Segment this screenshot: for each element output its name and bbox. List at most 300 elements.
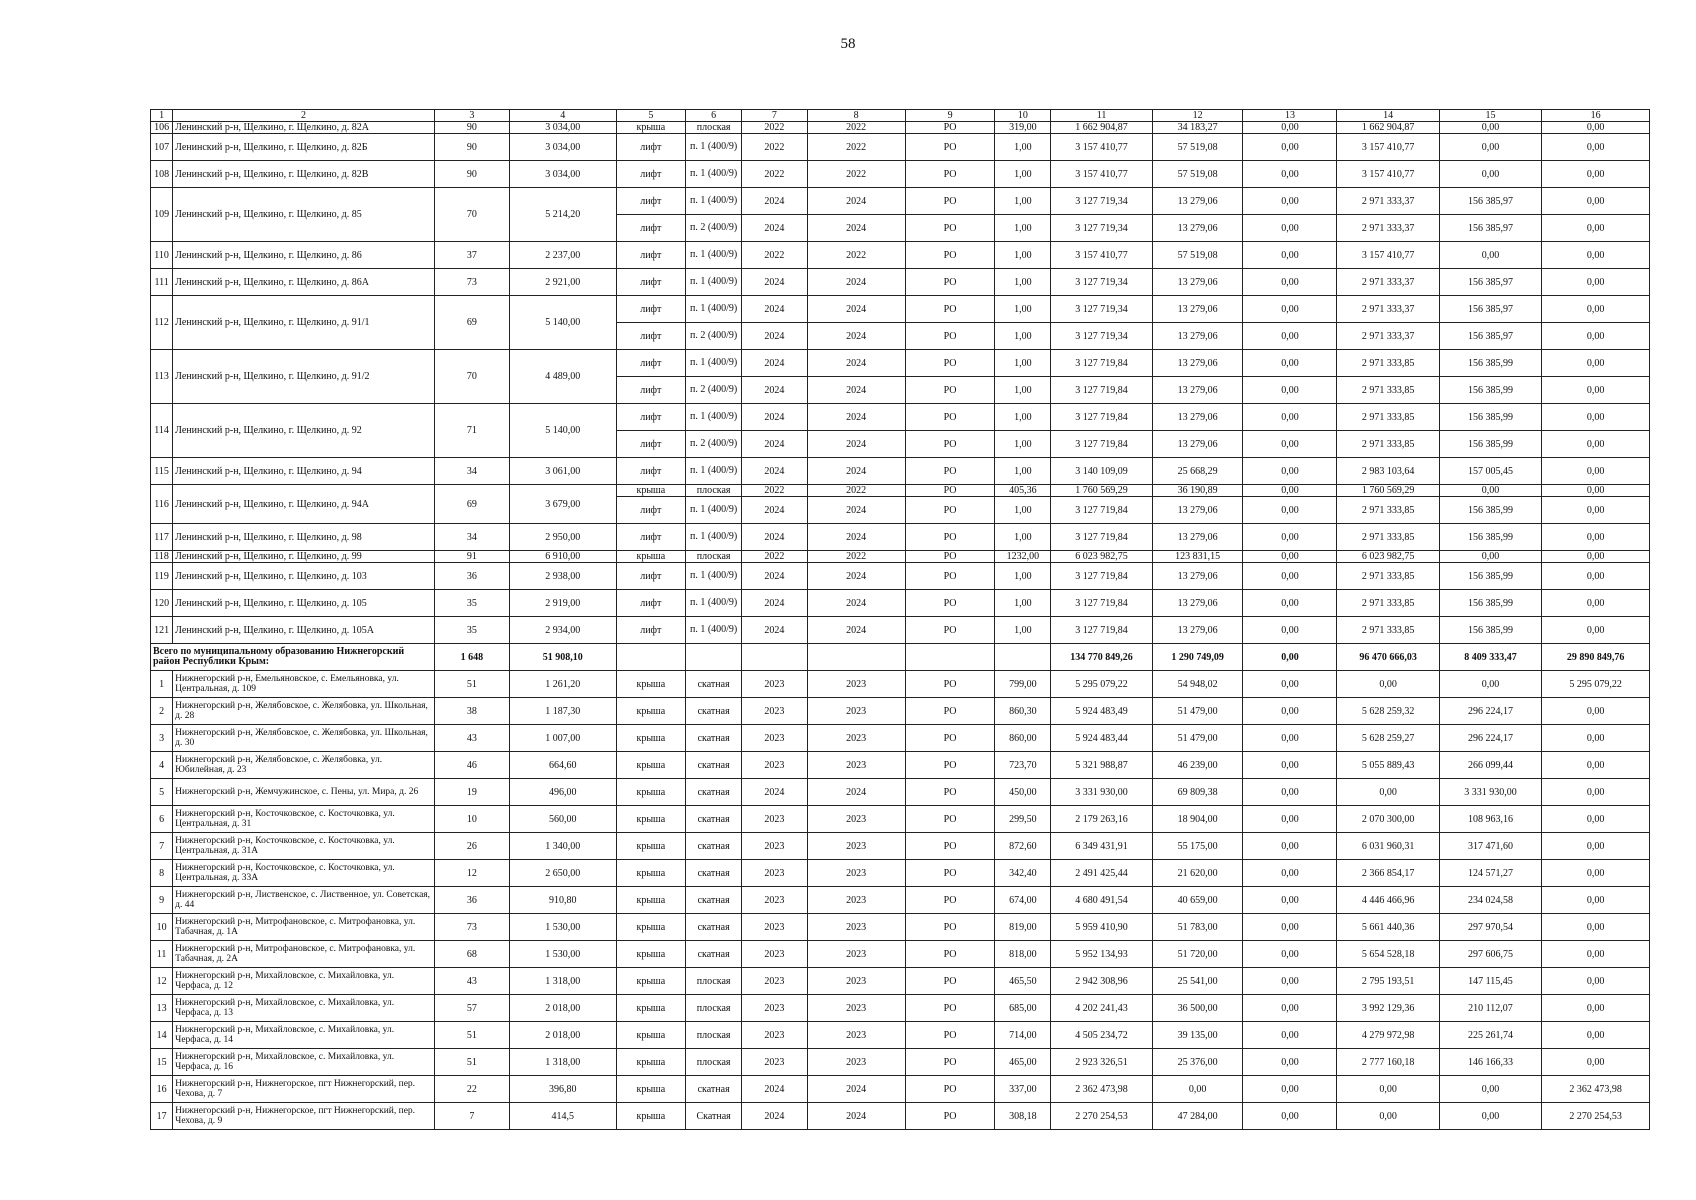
cell-c11: 6 023 982,75 [1051,551,1152,563]
cell-c3: 70 [434,350,509,404]
cell-c3: 68 [434,941,509,968]
cell-c7: 2023 [742,995,807,1022]
cell-c16: 0,00 [1542,161,1650,188]
cell-c4: 3 034,00 [509,122,616,134]
cell-c7: 2023 [742,968,807,995]
cell-c10: 299,50 [995,806,1051,833]
cell-c8: 2023 [807,1049,905,1076]
cell-c15: 156 385,99 [1439,617,1541,644]
cell-c13: 0,00 [1243,833,1337,860]
cell-c12: 55 175,00 [1152,833,1243,860]
table-row [151,698,1650,725]
cell-c16: 0,00 [1542,377,1650,404]
cell-c5: крыша [616,860,686,887]
cell-c8: 2023 [807,914,905,941]
cell-c5: крыша [616,752,686,779]
cell-c12: 25 541,00 [1152,968,1243,995]
cell-c7: 2024 [742,188,807,215]
address-cell: Нижнегорский р-н, Емельяновское, с. Емельяновка, ул. Центральная, д. 109 [173,671,435,698]
cell-c14: 6 023 982,75 [1337,551,1439,563]
row-number-cell: 1 [151,671,173,698]
table-row [151,350,1650,377]
cell-c4: 2 921,00 [509,269,616,296]
cell-c11: 1 662 904,87 [1051,122,1152,134]
cell-c5: лифт [616,590,686,617]
cell-c5: крыша [616,1049,686,1076]
cell-c16: 0,00 [1542,995,1650,1022]
cell-c8: 2023 [807,1022,905,1049]
cell-c12: 0,00 [1152,1076,1243,1103]
column-number-cell: 15 [1439,110,1541,122]
cell-c5: крыша [616,551,686,563]
cell-c14: 2 971 333,85 [1337,563,1439,590]
cell-c6: п. 1 (400/9) [686,590,742,617]
cell-c10: 1232,00 [995,551,1051,563]
column-number-cell: 6 [686,110,742,122]
cell-c11: 2 179 263,16 [1051,806,1152,833]
cell-c16: 0,00 [1542,350,1650,377]
cell-c7: 2024 [742,323,807,350]
cell-c6: плоская [686,551,742,563]
cell-c14: 2 971 333,37 [1337,269,1439,296]
cell-c13: 0,00 [1243,497,1337,524]
cell-c8: 2024 [807,323,905,350]
row-number-cell: 13 [151,995,173,1022]
cell-c9: РО [905,215,995,242]
cell-c6: п. 1 (400/9) [686,296,742,323]
cell-c6: скатная [686,914,742,941]
row-number-cell: 10 [151,914,173,941]
cell-c12: 13 279,06 [1152,590,1243,617]
cell-c12: 25 376,00 [1152,1049,1243,1076]
cell-c7: 2023 [742,1049,807,1076]
cell-c10: 1,00 [995,296,1051,323]
cell-c7: 2023 [742,806,807,833]
cell-c15: 156 385,97 [1439,188,1541,215]
cell-c7: 2024 [742,269,807,296]
address-cell: Ленинский р-н, Щелкино, г. Щелкино, д. 91/2 [173,350,435,404]
cell-c8: 2024 [807,296,905,323]
cell-c5: лифт [616,404,686,431]
cell-c15: 156 385,99 [1439,431,1541,458]
cell-c13: 0,00 [1243,1103,1337,1130]
cell-c15: 3 331 930,00 [1439,779,1541,806]
address-cell: Нижнегорский р-н, Косточковское, с. Косточковка, ул. Центральная, д. 31А [173,833,435,860]
cell-c6: п. 1 (400/9) [686,563,742,590]
total-empty-c8 [807,644,905,671]
cell-c5: лифт [616,617,686,644]
cell-c15: 108 963,16 [1439,806,1541,833]
cell-c15: 156 385,99 [1439,563,1541,590]
cell-c9: РО [905,404,995,431]
cell-c8: 2024 [807,779,905,806]
cell-c15: 0,00 [1439,161,1541,188]
cell-c4: 1 530,00 [509,941,616,968]
column-number-cell: 13 [1243,110,1337,122]
cell-c12: 123 831,15 [1152,551,1243,563]
table-row [151,296,1650,323]
cell-c12: 57 519,08 [1152,134,1243,161]
total-row [151,644,1650,671]
cell-c6: Скатная [686,1103,742,1130]
cell-c12: 21 620,00 [1152,860,1243,887]
cell-c14: 3 157 410,77 [1337,242,1439,269]
cell-c12: 51 720,00 [1152,941,1243,968]
cell-c16: 0,00 [1542,887,1650,914]
address-cell: Нижнегорский р-н, Косточковское, с. Косточковка, ул. Центральная, д. 33А [173,860,435,887]
cell-c5: крыша [616,1076,686,1103]
table-row [151,725,1650,752]
cell-c5: крыша [616,779,686,806]
cell-c4: 2 938,00 [509,563,616,590]
cell-c16: 0,00 [1542,551,1650,563]
cell-c4: 5 214,20 [509,188,616,242]
cell-c11: 5 321 988,87 [1051,752,1152,779]
cell-c5: крыша [616,914,686,941]
cell-c8: 2022 [807,161,905,188]
cell-c10: 860,00 [995,725,1051,752]
cell-c3: 34 [434,524,509,551]
cell-c9: РО [905,296,995,323]
cell-c10: 818,00 [995,941,1051,968]
cell-c6: плоская [686,1022,742,1049]
cell-c8: 2023 [807,833,905,860]
cell-c9: РО [905,524,995,551]
address-cell: Ленинский р-н, Щелкино, г. Щелкино, д. 82А [173,122,435,134]
cell-c16: 0,00 [1542,914,1650,941]
cell-c3: 35 [434,590,509,617]
table-row [151,1022,1650,1049]
cell-c9: РО [905,752,995,779]
cell-c16: 5 295 079,22 [1542,671,1650,698]
table-row [151,404,1650,431]
cell-c3: 69 [434,296,509,350]
cell-c7: 2023 [742,671,807,698]
cell-c11: 3 127 719,34 [1051,323,1152,350]
cell-c10: 465,50 [995,968,1051,995]
cell-c8: 2023 [807,995,905,1022]
cell-c10: 1,00 [995,524,1051,551]
cell-c15: 156 385,99 [1439,497,1541,524]
cell-c12: 13 279,06 [1152,323,1243,350]
row-number-cell: 4 [151,752,173,779]
cell-c11: 2 942 308,96 [1051,968,1152,995]
cell-c4: 1 318,00 [509,1049,616,1076]
cell-c4: 6 910,00 [509,551,616,563]
cell-c15: 156 385,97 [1439,215,1541,242]
column-number-cell: 10 [995,110,1051,122]
cell-c11: 3 127 719,84 [1051,497,1152,524]
cell-c7: 2022 [742,551,807,563]
table-row [151,134,1650,161]
cell-c15: 317 471,60 [1439,833,1541,860]
cell-c16: 0,00 [1542,752,1650,779]
cell-c9: РО [905,914,995,941]
cell-c15: 0,00 [1439,134,1541,161]
cell-c11: 2 923 326,51 [1051,1049,1152,1076]
cell-c7: 2023 [742,698,807,725]
cell-c9: РО [905,122,995,134]
total-c14: 96 470 666,03 [1337,644,1439,671]
cell-c4: 3 679,00 [509,485,616,524]
row-number-cell: 120 [151,590,173,617]
cell-c8: 2023 [807,698,905,725]
cell-c3: 12 [434,860,509,887]
cell-c8: 2022 [807,134,905,161]
cell-c7: 2023 [742,941,807,968]
cell-c15: 234 024,58 [1439,887,1541,914]
cell-c9: РО [905,995,995,1022]
cell-c6: скатная [686,833,742,860]
cell-c11: 3 157 410,77 [1051,161,1152,188]
table-row [151,1103,1650,1130]
cell-c10: 872,60 [995,833,1051,860]
cell-c9: РО [905,1049,995,1076]
table-row [151,269,1650,296]
total-empty-c5 [616,644,686,671]
column-number-cell: 5 [616,110,686,122]
cell-c8: 2024 [807,617,905,644]
cell-c6: скатная [686,941,742,968]
cell-c9: РО [905,242,995,269]
cell-c15: 210 112,07 [1439,995,1541,1022]
cell-c4: 1 318,00 [509,968,616,995]
cell-c5: крыша [616,968,686,995]
total-c12: 1 290 749,09 [1152,644,1243,671]
cell-c9: РО [905,269,995,296]
cell-c13: 0,00 [1243,524,1337,551]
cell-c12: 13 279,06 [1152,563,1243,590]
cell-c5: лифт [616,563,686,590]
cell-c8: 2024 [807,188,905,215]
table-row [151,806,1650,833]
cell-c6: п. 1 (400/9) [686,269,742,296]
cell-c5: крыша [616,995,686,1022]
row-number-cell: 2 [151,698,173,725]
cell-c10: 465,00 [995,1049,1051,1076]
total-c13: 0,00 [1243,644,1337,671]
total-label-cell: Всего по муниципальному образованию Нижнегорский район Республики Крым: [151,644,435,671]
cell-c11: 5 952 134,93 [1051,941,1152,968]
cell-c12: 13 279,06 [1152,617,1243,644]
cell-c11: 2 362 473,98 [1051,1076,1152,1103]
cell-c3: 7 [434,1103,509,1130]
cell-c14: 2 366 854,17 [1337,860,1439,887]
cell-c8: 2024 [807,431,905,458]
cell-c3: 91 [434,551,509,563]
cell-c8: 2024 [807,269,905,296]
cell-c14: 5 628 259,27 [1337,725,1439,752]
cell-c7: 2022 [742,134,807,161]
cell-c3: 36 [434,563,509,590]
address-cell: Нижнегорский р-н, Желябовское, с. Желябовка, ул. Школьная, д. 30 [173,725,435,752]
address-cell: Нижнегорский р-н, Митрофановское, с. Митрофановка, ул. Табачная, д. 1А [173,914,435,941]
table-row [151,779,1650,806]
cell-c10: 723,70 [995,752,1051,779]
cell-c4: 560,00 [509,806,616,833]
cell-c8: 2024 [807,458,905,485]
cell-c5: крыша [616,671,686,698]
cell-c12: 18 904,00 [1152,806,1243,833]
cell-c3: 90 [434,161,509,188]
cell-c13: 0,00 [1243,1022,1337,1049]
cell-c8: 2024 [807,1103,905,1130]
table-row [151,242,1650,269]
cell-c10: 308,18 [995,1103,1051,1130]
total-c15: 8 409 333,47 [1439,644,1541,671]
cell-c9: РО [905,431,995,458]
cell-c9: РО [905,1022,995,1049]
cell-c13: 0,00 [1243,377,1337,404]
cell-c3: 34 [434,458,509,485]
cell-c16: 0,00 [1542,269,1650,296]
cell-c6: п. 1 (400/9) [686,161,742,188]
cell-c12: 40 659,00 [1152,887,1243,914]
cell-c15: 147 115,45 [1439,968,1541,995]
cell-c8: 2024 [807,404,905,431]
cell-c4: 3 034,00 [509,161,616,188]
cell-c11: 2 491 425,44 [1051,860,1152,887]
cell-c16: 2 270 254,53 [1542,1103,1650,1130]
cell-c10: 819,00 [995,914,1051,941]
row-number-cell: 3 [151,725,173,752]
cell-c9: РО [905,458,995,485]
cell-c12: 51 479,00 [1152,698,1243,725]
cell-c11: 3 127 719,84 [1051,350,1152,377]
address-cell: Ленинский р-н, Щелкино, г. Щелкино, д. 99 [173,551,435,563]
cell-c16: 0,00 [1542,215,1650,242]
cell-c8: 2024 [807,215,905,242]
cell-c9: РО [905,485,995,497]
cell-c16: 0,00 [1542,968,1650,995]
cell-c4: 3 061,00 [509,458,616,485]
cell-c15: 156 385,97 [1439,269,1541,296]
cell-c7: 2024 [742,563,807,590]
row-number-cell: 5 [151,779,173,806]
cell-c16: 0,00 [1542,833,1650,860]
cell-c3: 51 [434,1049,509,1076]
cell-c16: 2 362 473,98 [1542,1076,1650,1103]
address-cell: Ленинский р-н, Щелкино, г. Щелкино, д. 105А [173,617,435,644]
cell-c16: 0,00 [1542,698,1650,725]
cell-c13: 0,00 [1243,806,1337,833]
cell-c12: 13 279,06 [1152,188,1243,215]
cell-c13: 0,00 [1243,188,1337,215]
cell-c11: 3 127 719,84 [1051,431,1152,458]
cell-c16: 0,00 [1542,242,1650,269]
cell-c9: РО [905,497,995,524]
row-number-cell: 17 [151,1103,173,1130]
cell-c7: 2024 [742,1103,807,1130]
cell-c16: 0,00 [1542,590,1650,617]
table-row [151,914,1650,941]
address-cell: Ленинский р-н, Щелкино, г. Щелкино, д. 91/1 [173,296,435,350]
cell-c6: п. 2 (400/9) [686,377,742,404]
cell-c4: 5 140,00 [509,404,616,458]
cell-c14: 2 971 333,85 [1337,350,1439,377]
cell-c10: 860,30 [995,698,1051,725]
cell-c16: 0,00 [1542,296,1650,323]
cell-c10: 337,00 [995,1076,1051,1103]
cell-c4: 1 340,00 [509,833,616,860]
cell-c5: крыша [616,806,686,833]
cell-c7: 2023 [742,887,807,914]
cell-c8: 2023 [807,968,905,995]
cell-c5: лифт [616,458,686,485]
cell-c13: 0,00 [1243,269,1337,296]
cell-c16: 0,00 [1542,806,1650,833]
cell-c11: 4 680 491,54 [1051,887,1152,914]
row-number-cell: 117 [151,524,173,551]
cell-c14: 2 971 333,85 [1337,431,1439,458]
cell-c5: крыша [616,833,686,860]
table-row [151,860,1650,887]
cell-c11: 3 127 719,84 [1051,563,1152,590]
row-number-cell: 6 [151,806,173,833]
cell-c6: п. 1 (400/9) [686,404,742,431]
cell-c13: 0,00 [1243,122,1337,134]
cell-c14: 5 628 259,32 [1337,698,1439,725]
cell-c5: крыша [616,485,686,497]
cell-c7: 2024 [742,404,807,431]
row-number-cell: 11 [151,941,173,968]
cell-c5: лифт [616,323,686,350]
cell-c10: 319,00 [995,122,1051,134]
cell-c3: 73 [434,914,509,941]
table-row [151,122,1650,134]
cell-c5: лифт [616,242,686,269]
column-number-cell: 7 [742,110,807,122]
cell-c13: 0,00 [1243,617,1337,644]
cell-c5: лифт [616,377,686,404]
total-empty-c10 [995,644,1051,671]
cell-c3: 43 [434,968,509,995]
row-number-cell: 116 [151,485,173,524]
cell-c15: 156 385,99 [1439,404,1541,431]
row-number-cell: 118 [151,551,173,563]
cell-c10: 1,00 [995,377,1051,404]
cell-c10: 342,40 [995,860,1051,887]
cell-c10: 1,00 [995,215,1051,242]
cell-c6: п. 2 (400/9) [686,323,742,350]
cell-c3: 22 [434,1076,509,1103]
cell-c8: 2023 [807,806,905,833]
address-cell: Нижнегорский р-н, Желябовское, с. Желябовка, ул. Юбилейная, д. 23 [173,752,435,779]
cell-c6: скатная [686,725,742,752]
address-cell: Ленинский р-н, Щелкино, г. Щелкино, д. 86А [173,269,435,296]
cell-c6: скатная [686,779,742,806]
column-number-cell: 8 [807,110,905,122]
cell-c9: РО [905,563,995,590]
cell-c6: скатная [686,671,742,698]
cell-c11: 5 295 079,22 [1051,671,1152,698]
address-cell: Ленинский р-н, Щелкино, г. Щелкино, д. 82В [173,161,435,188]
cell-c13: 0,00 [1243,458,1337,485]
column-number-cell: 4 [509,110,616,122]
address-cell: Ленинский р-н, Щелкино, г. Щелкино, д. 105 [173,590,435,617]
cell-c11: 3 157 410,77 [1051,242,1152,269]
cell-c3: 38 [434,698,509,725]
table-row [151,563,1650,590]
cell-c12: 34 183,27 [1152,122,1243,134]
cell-c4: 2 237,00 [509,242,616,269]
cell-c15: 156 385,97 [1439,296,1541,323]
cell-c9: РО [905,161,995,188]
cell-c12: 36 500,00 [1152,995,1243,1022]
cell-c13: 0,00 [1243,350,1337,377]
cell-c8: 2022 [807,551,905,563]
cell-c5: крыша [616,1103,686,1130]
